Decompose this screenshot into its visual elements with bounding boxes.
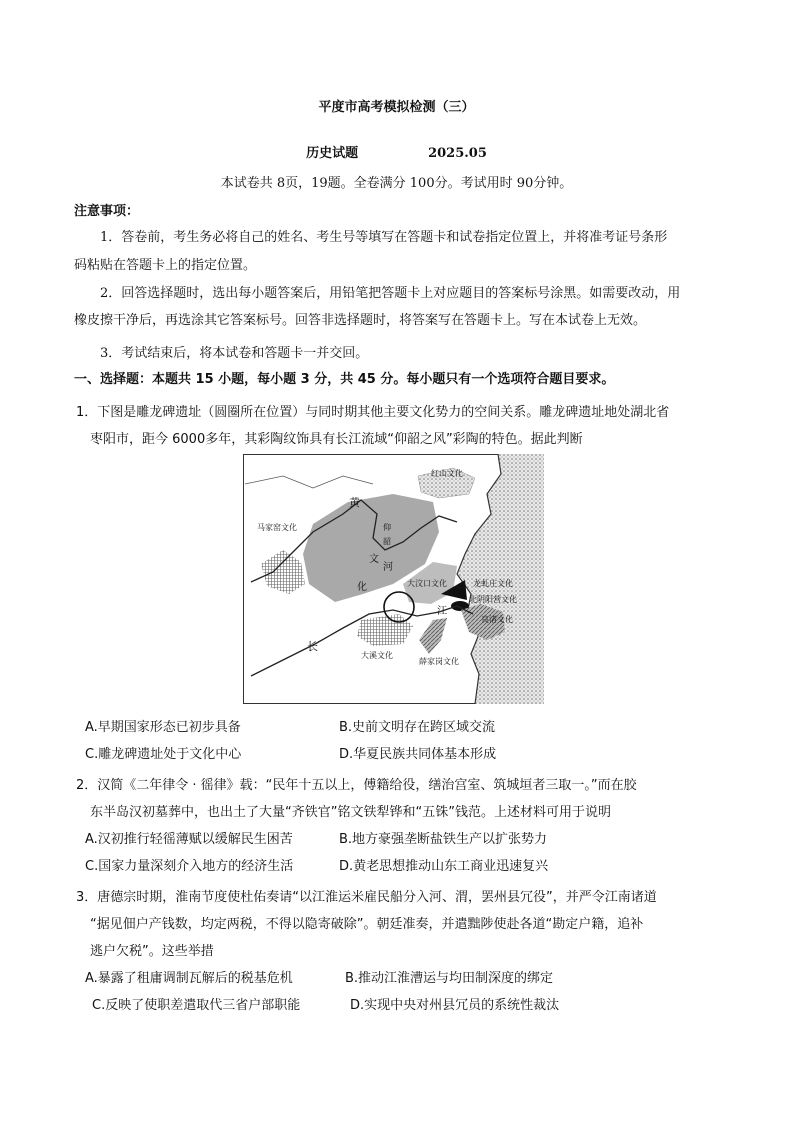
label-yangshao-3: 文: [369, 554, 379, 565]
question-1-line-2: 枣阳市，距今 6000多年，其彩陶纹饰具有长江流域“仰韶之风”彩陶的特色。据此判断: [90, 432, 583, 447]
q2-option-a: A.汉初推行轻徭薄赋以缓解民生困苦: [85, 832, 293, 847]
q1-option-d: D.华夏民族共同体基本形成: [339, 747, 497, 762]
question-1-line-1: 1．下图是雕龙碑遗址（圆圈所在位置）与同时期其他主要文化势力的空间关系。雕龙碑遗址地处湖北省: [76, 405, 670, 420]
q3-option-b: B.推动江淮漕运与均田制深度的绑定: [345, 971, 554, 986]
q3-option-d: D.实现中央对州县冗员的系统性裁汰: [350, 998, 560, 1013]
label-chang: 长: [307, 640, 318, 653]
label-yangshao-4: 化: [357, 582, 367, 593]
q1-option-c: C.雕龙碑遗址处于文化中心: [85, 747, 242, 762]
label-dawenkou: 大汶口文化: [407, 579, 447, 588]
label-longqiuzhuang: 龙虬庄文化: [473, 579, 513, 588]
question-3-line-1: 3．唐德宗时期，淮南节度使杜佑奏请“以江淮运米雇民船分入河、渭，罢州县冗役”，并严令江南诸道: [76, 890, 657, 905]
exam-subtitle: [0, 142, 793, 161]
note-3-line-1: 3．考试结束后，将本试卷和答题卡一并交回。: [100, 346, 369, 361]
label-yellow-river: 黄: [349, 496, 360, 509]
exam-info: 本试卷共 8页，19题。全卷满分 100分。考试用时 90分钟。: [220, 176, 573, 191]
q1-option-a: A.早期国家形态已初步具备: [85, 720, 241, 735]
label-majiayao: 马家窑文化: [257, 523, 297, 532]
label-liangzhu: 良渚文化: [481, 615, 513, 624]
label-hongshan: 红山文化: [431, 469, 463, 478]
q3-option-a: A.暴露了租庸调制瓦解后的税基危机: [85, 971, 293, 986]
notes-heading: 注意事项：: [74, 204, 140, 219]
subject-label: 历史试题: [306, 146, 359, 161]
note-2-line-2: 橡皮擦干净后，再选涂其它答案标号。回答非选择题时，将答案写在答题卡上。写在本试卷上无效。: [74, 313, 647, 328]
q2-option-d: D.黄老思想推动山东工商业迅速复兴: [339, 859, 549, 874]
q2-option-b: B.地方豪强垄断盐铁生产以扩张势力: [339, 832, 548, 847]
q3-option-c: C.反映了使职差遣取代三省户部职能: [92, 998, 301, 1013]
note-1-line-1: 1．答卷前，考生务必将自己的姓名、考生号等填写在答题卡和试卷指定位置上，并将准考证号条形: [100, 230, 668, 245]
label-xuejiagang: 薛家岗文化: [419, 657, 459, 666]
note-1-line-2: 码粘贴在答题卡上的指定位置。: [74, 258, 257, 273]
question-2-line-2: 东半岛汉初墓葬中，也出土了大量“齐铁官”铭文铁犁铧和“五铢”钱范。上述材料可用于说明: [90, 805, 611, 820]
page-title: 平度市高考模拟检测（三）: [318, 100, 475, 115]
question-3-line-2: “据见佃户产钱数，均定两税，不得以隐寄破除”。朝廷准奏，并遣黜陟使赴各道“勘定户籍，追补: [90, 917, 644, 932]
note-2-line-1: 2．回答选择题时，选出每小题答案后，用铅笔把答题卡上对应题目的答案标号涂黑。如需要改动，用: [100, 286, 681, 301]
exam-date: 2025.05: [428, 146, 487, 161]
q2-option-c: C.国家力量深刻介入地方的经济生活: [85, 859, 294, 874]
section-1-title: 一、选择题：本题共 15 小题，每小题 3 分，共 45 分。每小题只有一个选项符合题目要求。: [74, 372, 615, 387]
label-daxi: 大溪文化: [361, 651, 393, 660]
question-2-line-1: 2．汉简《二年律令 · 徭律》载：“民年十五以上，傅籍给役，缮治宫室、筑城垣者三取一。”而在胶: [76, 778, 637, 793]
question-3-line-3: 逃户欠税”。这些举措: [90, 944, 214, 959]
label-jiang: 江: [437, 606, 447, 617]
label-yangshao-2: 韶: [383, 537, 391, 546]
culture-map: [243, 454, 544, 704]
label-river-he: 河: [383, 562, 393, 573]
label-yangshao-1: 仰: [383, 523, 391, 532]
q1-option-b: B.史前文明存在跨区域交流: [339, 720, 496, 735]
label-beiyinyangying: 北阴阳营文化: [469, 595, 517, 604]
